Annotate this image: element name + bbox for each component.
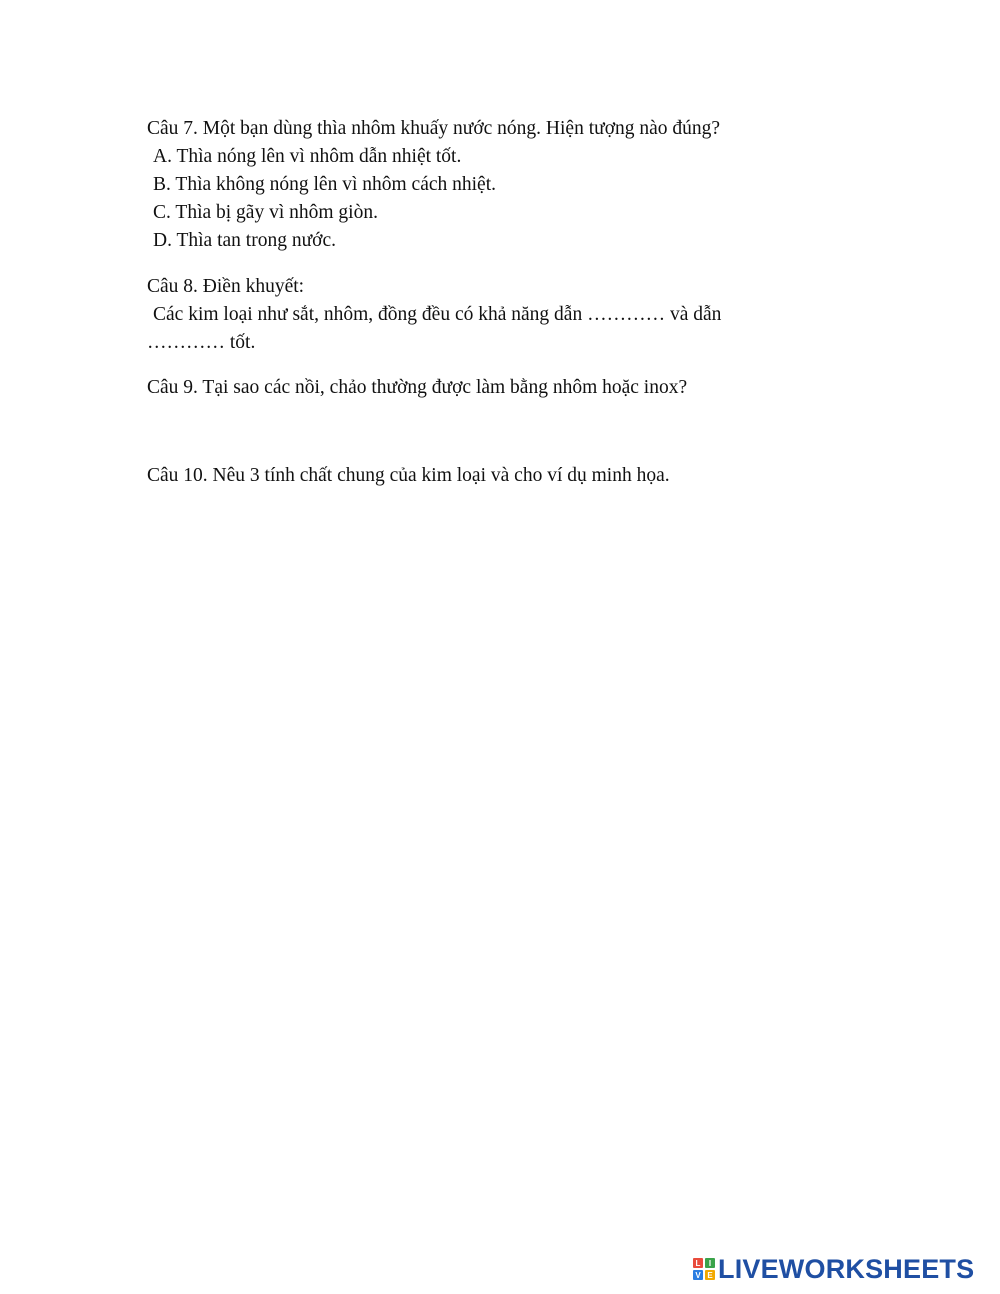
- liveworksheets-logo: [693, 1253, 975, 1284]
- logo-mark-tile: V: [693, 1270, 703, 1280]
- logo-mark-tile: I: [705, 1258, 715, 1268]
- question-10-stem: Câu 10. Nêu 3 tính chất chung của kim loại và cho ví dụ minh họa.: [147, 465, 670, 486]
- question-8-stem: Câu 8. Điền khuyết:: [147, 276, 305, 297]
- question-8-fill-line-2: ………… tốt.: [147, 332, 256, 353]
- question-9-stem: Câu 9. Tại sao các nồi, chảo thường được làm bằng nhôm hoặc inox?: [147, 377, 688, 398]
- question-7-stem: Câu 7. Một bạn dùng thìa nhôm khuấy nước nóng. Hiện tượng nào đúng?: [147, 118, 721, 139]
- question-7-option-a: A. Thìa nóng lên vì nhôm dẫn nhiệt tốt.: [153, 146, 462, 167]
- question-7-option-d: D. Thìa tan trong nước.: [153, 230, 336, 251]
- question-7-option-b: B. Thìa không nóng lên vì nhôm cách nhiệt.: [153, 174, 497, 195]
- question-7-option-c: C. Thìa bị gãy vì nhôm giòn.: [153, 202, 378, 223]
- question-8-fill-line-1: Các kim loại như sắt, nhôm, đồng đều có khả năng dẫn ………… và dẫn: [153, 304, 722, 325]
- logo-text: LIVEWORKSHEETS: [718, 1253, 975, 1284]
- logo-mark-tile: L: [693, 1258, 703, 1268]
- logo-mark-tile: E: [705, 1270, 715, 1280]
- logo-mark-icon: [693, 1258, 715, 1280]
